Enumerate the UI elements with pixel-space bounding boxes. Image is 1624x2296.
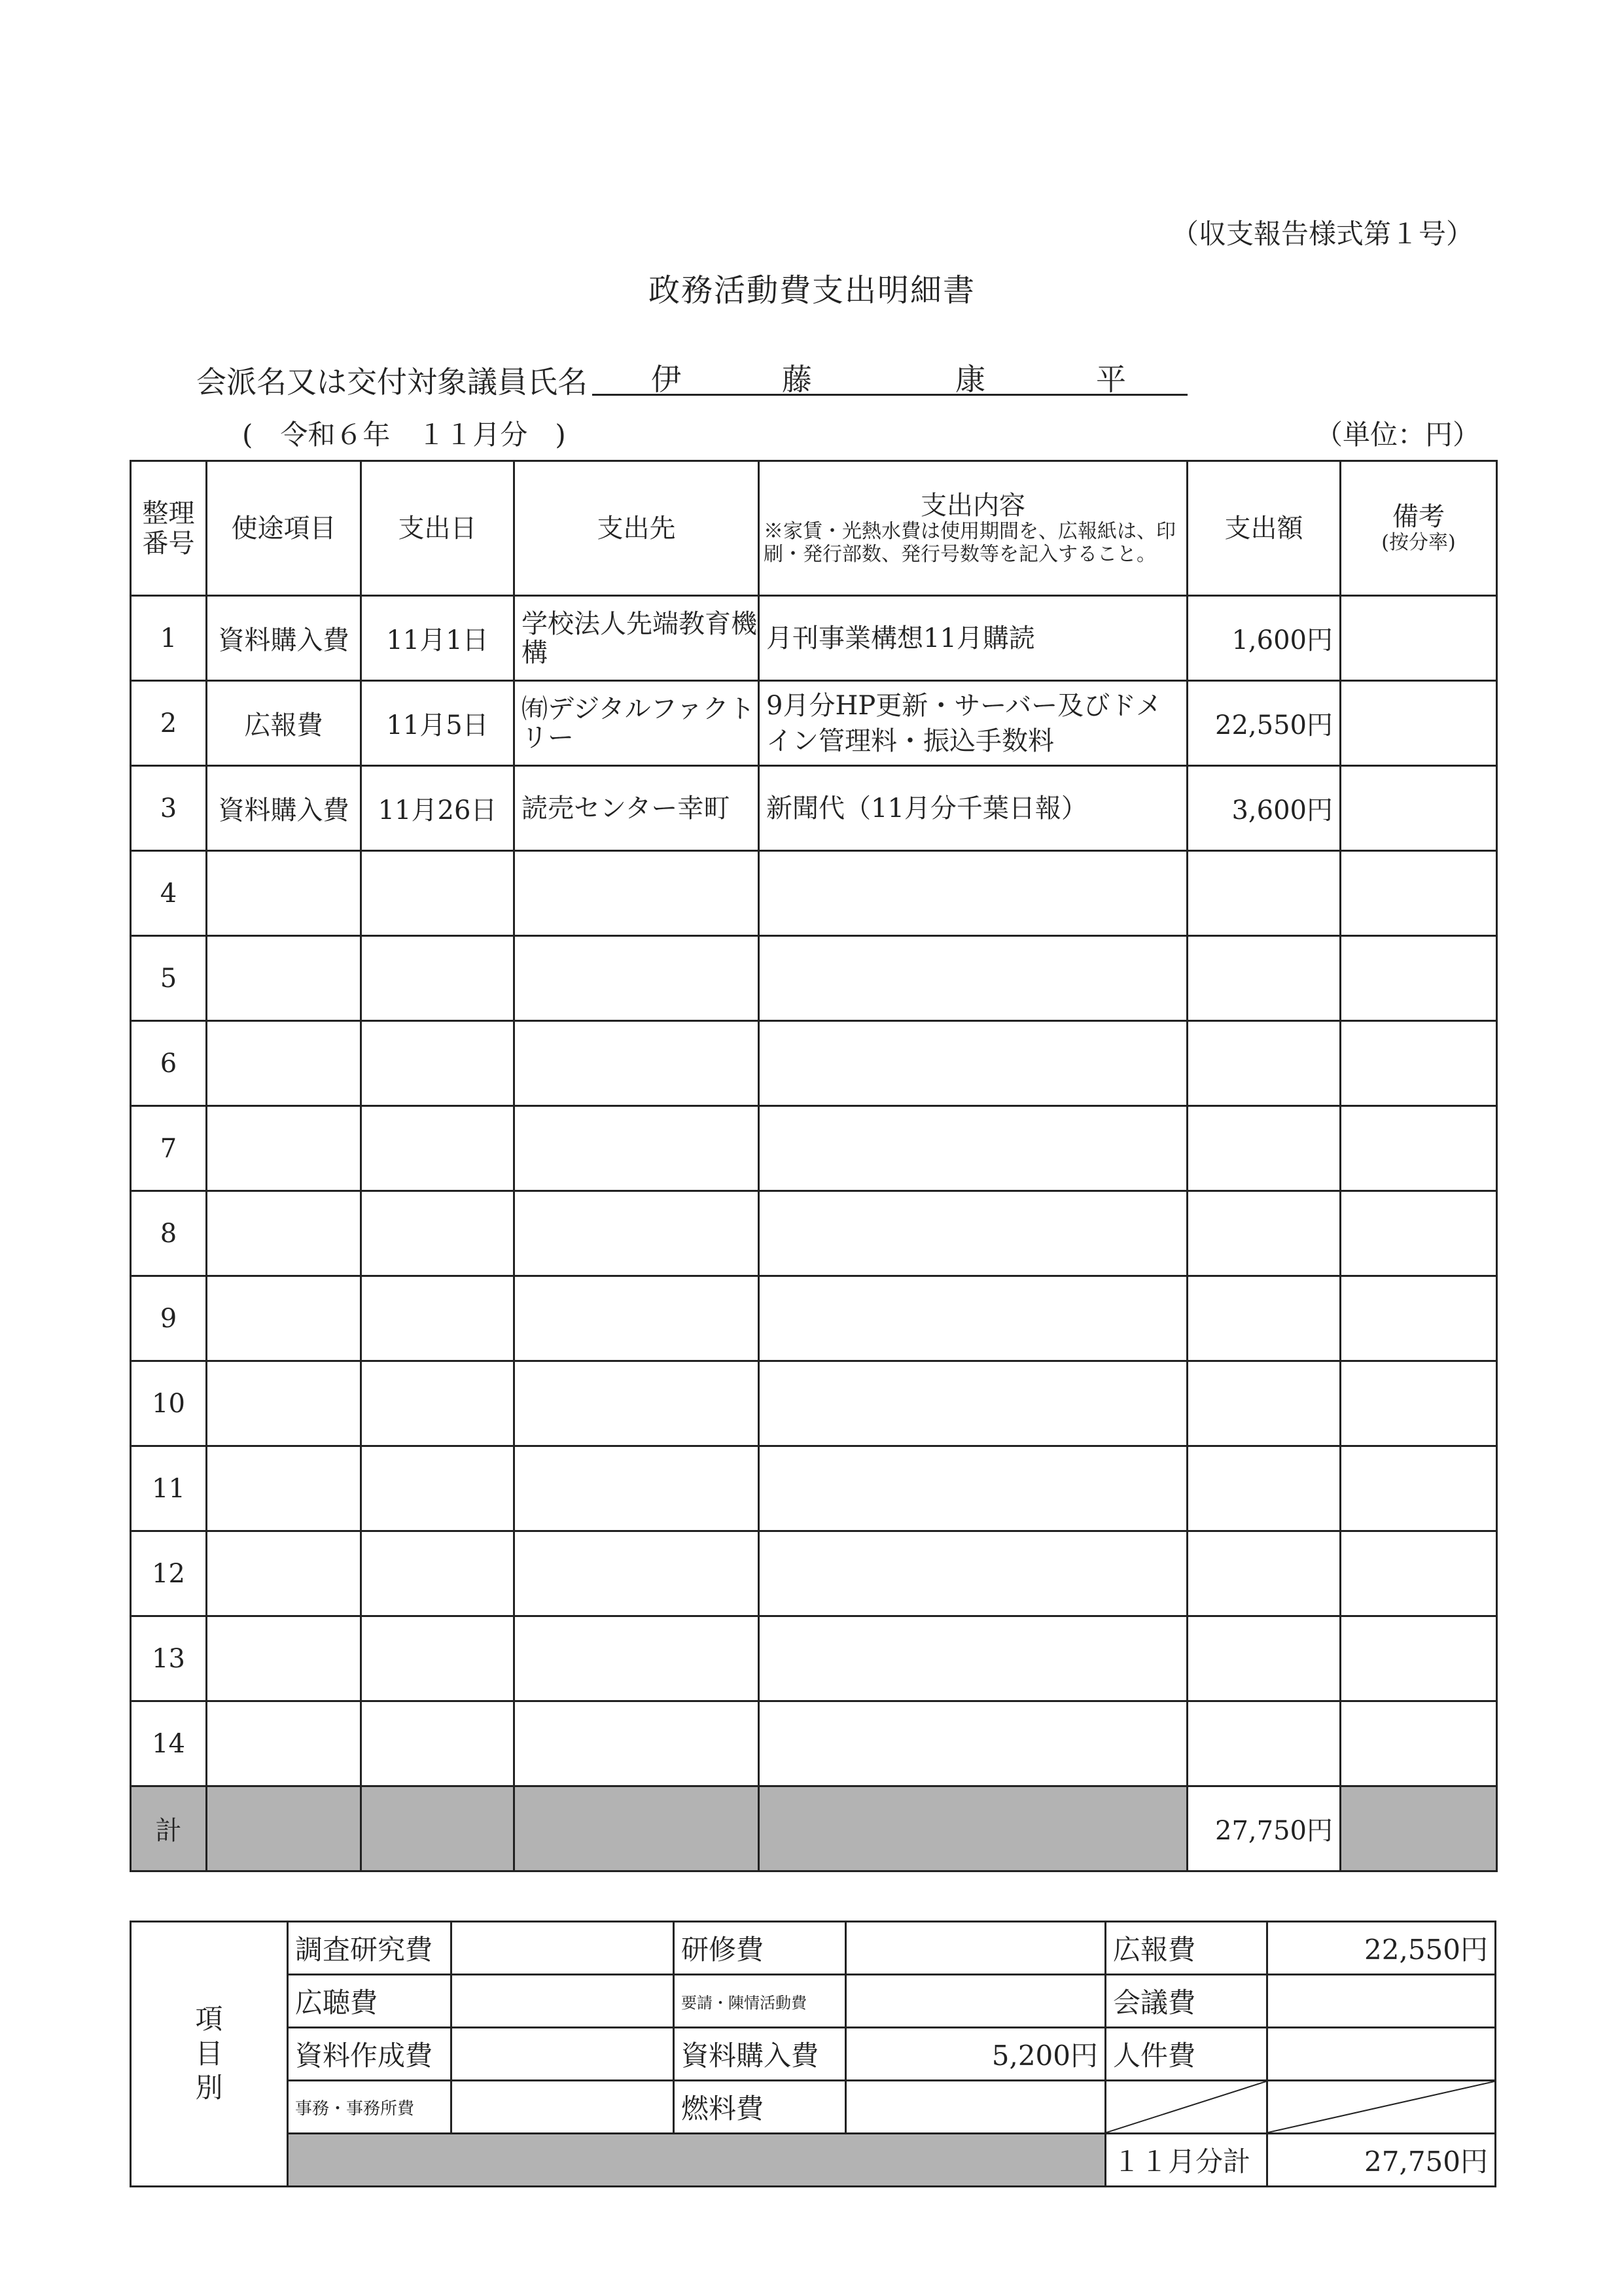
category-total-blank	[288, 2134, 1106, 2187]
row-amount	[1188, 1701, 1341, 1786]
header-content-note: ※家賃・光熱水費は使用期間を、広報紙は、印刷・発行部数、発行号数等を記入すること。	[764, 520, 1176, 566]
member-name-label: 会派名又は交付対象議員氏名	[196, 364, 588, 400]
row-remarks	[1341, 1361, 1497, 1446]
row-content	[759, 1616, 1188, 1701]
row-content: 9月分HP更新・サーバー及びドメイン管理料・振込手数料	[759, 681, 1188, 766]
row-remarks	[1341, 1276, 1497, 1361]
category-fuel-value	[846, 2081, 1106, 2134]
row-item: 資料購入費	[207, 596, 361, 681]
member-name-field	[592, 353, 1188, 396]
table-row	[131, 1616, 1497, 1701]
row-payee	[514, 851, 759, 936]
row-item	[207, 1531, 361, 1616]
row-content	[759, 1361, 1188, 1446]
row-item	[207, 1191, 361, 1276]
table-row	[131, 1531, 1497, 1616]
row-item	[207, 1701, 361, 1786]
total-blank	[514, 1786, 759, 1871]
row-content	[759, 1106, 1188, 1191]
category-office-value	[451, 2081, 674, 2134]
row-number: 14	[131, 1701, 207, 1786]
row-date	[361, 1701, 514, 1786]
row-item	[207, 851, 361, 936]
unit-label: （単位：円）	[1315, 419, 1481, 451]
header-remarks-sub: (按分率)	[1381, 531, 1456, 555]
category-personnel-label: 人件費	[1106, 2028, 1267, 2081]
row-content: 新聞代（11月分千葉日報）	[759, 766, 1188, 851]
category-materials-making-label: 資料作成費	[288, 2028, 451, 2081]
table-row	[131, 1021, 1497, 1106]
expense-table	[130, 460, 1498, 1872]
header-date: 支出日	[361, 461, 514, 596]
category-row	[131, 2081, 1496, 2134]
row-payee	[514, 1616, 759, 1701]
row-remarks	[1341, 1446, 1497, 1531]
row-content	[759, 1701, 1188, 1786]
row-amount	[1188, 851, 1341, 936]
row-item	[207, 1021, 361, 1106]
row-content	[759, 1446, 1188, 1531]
category-total-value: 27,750円	[1267, 2134, 1496, 2187]
row-number: 13	[131, 1616, 207, 1701]
category-pr-label: 広報費	[1106, 1922, 1267, 1975]
header-amount: 支出額	[1188, 461, 1341, 596]
row-remarks	[1341, 1021, 1497, 1106]
row-date	[361, 1276, 514, 1361]
row-date	[361, 1531, 514, 1616]
table-row	[131, 1361, 1497, 1446]
category-row	[131, 1975, 1496, 2028]
category-office-label: 事務・事務所費	[288, 2081, 451, 2134]
table-row	[131, 1701, 1497, 1786]
row-payee: ㈲デジタルファクトリー	[514, 681, 759, 766]
row-amount	[1188, 936, 1341, 1021]
diagonal-blank-cell	[1106, 2081, 1267, 2134]
category-materials-making-value	[451, 2028, 674, 2081]
table-row	[131, 1106, 1497, 1191]
member-name-char: 伊	[651, 362, 681, 397]
row-remarks	[1341, 1701, 1497, 1786]
diagonal-line	[1106, 2081, 1266, 2132]
table-row	[131, 1276, 1497, 1361]
category-row	[131, 2028, 1496, 2081]
row-remarks	[1341, 1616, 1497, 1701]
row-amount: 22,550円	[1188, 681, 1341, 766]
total-amount: 27,750円	[1188, 1786, 1341, 1871]
row-item	[207, 1361, 361, 1446]
row-payee: 読売センター幸町	[514, 766, 759, 851]
category-research-label: 調査研究費	[288, 1922, 451, 1975]
category-total-label: １１月分計	[1106, 2134, 1267, 2187]
row-payee	[514, 1021, 759, 1106]
row-number: 1	[131, 596, 207, 681]
table-row	[131, 1446, 1497, 1531]
row-item	[207, 1446, 361, 1531]
row-amount	[1188, 1446, 1341, 1531]
row-amount	[1188, 1276, 1341, 1361]
row-payee	[514, 1361, 759, 1446]
row-date	[361, 1616, 514, 1701]
row-payee	[514, 1276, 759, 1361]
row-content	[759, 1531, 1188, 1616]
row-payee	[514, 1446, 759, 1531]
row-remarks	[1341, 766, 1497, 851]
row-remarks	[1341, 851, 1497, 936]
table-row	[131, 851, 1497, 936]
total-label: 計	[131, 1786, 207, 1871]
category-training-value	[846, 1922, 1106, 1975]
row-item	[207, 1276, 361, 1361]
row-number: 2	[131, 681, 207, 766]
header-item: 使途項目	[207, 461, 361, 596]
row-remarks	[1341, 681, 1497, 766]
row-number: 10	[131, 1361, 207, 1446]
row-item: 資料購入費	[207, 766, 361, 851]
table-row	[131, 766, 1497, 851]
row-payee	[514, 1191, 759, 1276]
report-period: ( 令和６年 １１月分 )	[242, 419, 566, 451]
total-blank	[759, 1786, 1188, 1871]
category-meeting-value	[1267, 1975, 1496, 2028]
category-materials-purchase-label: 資料購入費	[674, 2028, 846, 2081]
category-fuel-label: 燃料費	[674, 2081, 846, 2134]
row-payee	[514, 1106, 759, 1191]
row-amount	[1188, 1616, 1341, 1701]
row-date	[361, 1021, 514, 1106]
row-date	[361, 851, 514, 936]
header-remarks-title: 備考	[1392, 502, 1445, 532]
total-blank	[207, 1786, 361, 1871]
row-number: 3	[131, 766, 207, 851]
header-no: 整理 番号	[131, 461, 207, 596]
category-side-label: 項 目 別	[131, 1922, 288, 2187]
table-row	[131, 596, 1497, 681]
row-number: 12	[131, 1531, 207, 1616]
row-amount	[1188, 1531, 1341, 1616]
member-name-char: 康	[955, 362, 985, 397]
member-name-char: 藤	[782, 362, 812, 397]
row-date	[361, 936, 514, 1021]
row-date	[361, 1191, 514, 1276]
row-content: 月刊事業構想11月購読	[759, 596, 1188, 681]
expense-rows	[131, 596, 1497, 1786]
row-number: 6	[131, 1021, 207, 1106]
row-remarks	[1341, 1531, 1497, 1616]
row-number: 7	[131, 1106, 207, 1191]
category-materials-purchase-value: 5,200円	[846, 2028, 1106, 2081]
category-petition-value	[846, 1975, 1106, 2028]
diagonal-line	[1268, 2081, 1494, 2132]
row-number: 5	[131, 936, 207, 1021]
document-title: 政務活動費支出明細書	[648, 272, 976, 309]
row-item	[207, 1106, 361, 1191]
row-payee	[514, 1531, 759, 1616]
row-number: 8	[131, 1191, 207, 1276]
category-petition-label: 要請・陳情活動費	[674, 1975, 846, 2028]
row-payee	[514, 936, 759, 1021]
category-research-value	[451, 1922, 674, 1975]
row-payee	[514, 1701, 759, 1786]
member-name-char: 平	[1096, 362, 1126, 397]
total-blank	[1341, 1786, 1497, 1871]
row-item: 広報費	[207, 681, 361, 766]
table-row	[131, 936, 1497, 1021]
category-training-label: 研修費	[674, 1922, 846, 1975]
header-content-title: 支出内容	[921, 491, 1025, 521]
row-item	[207, 936, 361, 1021]
header-content	[759, 461, 1188, 596]
row-amount: 3,600円	[1188, 766, 1341, 851]
header-remarks	[1341, 461, 1497, 596]
row-number: 9	[131, 1276, 207, 1361]
category-personnel-value	[1267, 2028, 1496, 2081]
category-summary-table	[130, 1921, 1496, 2187]
table-row	[131, 681, 1497, 766]
row-remarks	[1341, 936, 1497, 1021]
row-date	[361, 1446, 514, 1531]
row-remarks	[1341, 1191, 1497, 1276]
total-blank	[361, 1786, 514, 1871]
row-amount	[1188, 1361, 1341, 1446]
row-amount	[1188, 1106, 1341, 1191]
category-meeting-label: 会議費	[1106, 1975, 1267, 2028]
row-number: 11	[131, 1446, 207, 1531]
row-content	[759, 1191, 1188, 1276]
row-remarks	[1341, 1106, 1497, 1191]
total-row	[131, 1786, 1497, 1871]
row-date: 11月5日	[361, 681, 514, 766]
row-content	[759, 851, 1188, 936]
table-row	[131, 1191, 1497, 1276]
diagonal-blank-cell	[1267, 2081, 1496, 2134]
row-date: 11月26日	[361, 766, 514, 851]
row-date	[361, 1106, 514, 1191]
row-amount: 1,600円	[1188, 596, 1341, 681]
row-number: 4	[131, 851, 207, 936]
row-amount	[1188, 1191, 1341, 1276]
header-payee: 支出先	[514, 461, 759, 596]
row-remarks	[1341, 596, 1497, 681]
row-item	[207, 1616, 361, 1701]
form-number: （収支報告様式第１号）	[1171, 218, 1474, 250]
row-amount	[1188, 1021, 1341, 1106]
category-hearing-value	[451, 1975, 674, 2028]
category-hearing-label: 広聴費	[288, 1975, 451, 2028]
table-header-row	[131, 461, 1497, 596]
row-content	[759, 1021, 1188, 1106]
category-total-row	[131, 2134, 1496, 2187]
row-payee: 学校法人先端教育機構	[514, 596, 759, 681]
row-date: 11月1日	[361, 596, 514, 681]
category-pr-value: 22,550円	[1267, 1922, 1496, 1975]
row-content	[759, 936, 1188, 1021]
category-row	[131, 1922, 1496, 1975]
row-content	[759, 1276, 1188, 1361]
row-date	[361, 1361, 514, 1446]
